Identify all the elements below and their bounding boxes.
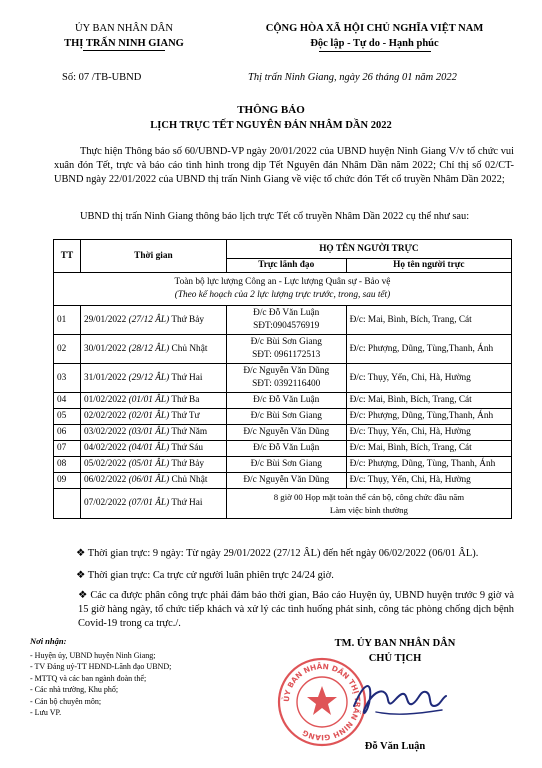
- lunar-text: (07/01 ÂL): [128, 498, 170, 509]
- weekday-text: Thứ Tư: [171, 411, 200, 422]
- lunar-text: (05/01 ÂL): [128, 459, 170, 470]
- table-row: [54, 425, 512, 441]
- time-cell: [80, 489, 226, 519]
- document-title: THÔNG BÁO: [237, 104, 305, 116]
- table-row-last: [54, 489, 512, 519]
- leader-cell: [226, 441, 346, 457]
- time-cell: [80, 306, 226, 335]
- tt-cell: 08: [54, 457, 81, 473]
- leader-cell: [226, 364, 346, 393]
- date-text: 03/02/2022: [83, 427, 127, 438]
- leader-phone: SĐT: 0961172513: [252, 350, 321, 360]
- leader-name: Đ/c Bùi Sơn Giang: [250, 337, 322, 347]
- motto: Độc lập - Tự do - Hạnh phúc: [310, 38, 439, 49]
- document-date: Thị trấn Ninh Giang, ngày 26 tháng 01 năm 2022: [248, 72, 457, 83]
- staff-cell: Đ/c: Mai, Bình, Bích, Trang, Cát: [346, 441, 511, 457]
- header-group: HỌ TÊN NGƯỜI TRỰC: [226, 240, 511, 259]
- leader-cell: [226, 473, 346, 489]
- recipient-item: - Lưu VP.: [30, 708, 62, 718]
- tt-cell: 03: [54, 364, 81, 393]
- last-row-line1: 8 giờ 00 Họp mặt toàn thể cán bộ, công chức đầu năm: [273, 491, 465, 502]
- tt-cell: 06: [54, 425, 81, 441]
- staff-cell: Đ/c: Thụy, Yến, Chi, Hà, Hường: [346, 473, 511, 489]
- leader-name: Đ/c Bùi Sơn Giang: [250, 411, 322, 421]
- leader-name: Đ/c Nguyễn Văn Dũng: [243, 366, 330, 376]
- recipient-item: - Các nhà trường, Khu phố;: [30, 685, 119, 695]
- signature-org: TM. ỦY BAN NHÂN DÂN: [334, 638, 456, 649]
- date-text: 05/02/2022: [83, 459, 127, 470]
- leader-name: Đ/c Nguyễn Văn Dũng: [243, 475, 330, 485]
- table-row: [54, 409, 512, 425]
- table-row: [54, 473, 512, 489]
- lunar-text: (03/01 ÂL): [128, 427, 170, 438]
- handwritten-signature-icon: [346, 676, 456, 724]
- leader-phone: SĐT: 0392116400: [252, 379, 321, 389]
- bullet-duration-text: Thời gian trực: 9 ngày: Từ ngày 29/01/2022 (27/12 ÂL) đến hết ngày 06/02/2022 (06/01 ÂL).: [87, 548, 479, 559]
- leader-cell: [226, 409, 346, 425]
- signature-role: CHỦ TỊCH: [368, 653, 422, 664]
- leader-name: Đ/c Đỗ Văn Luận: [253, 308, 320, 318]
- bullet-marker: ❖: [76, 548, 88, 559]
- date-text: 04/02/2022: [83, 443, 127, 454]
- bullet-requirements: [78, 589, 514, 631]
- leader-cell: [226, 393, 346, 409]
- staff-cell: Đ/c: Mai, Bình, Bích, Trang, Cát: [346, 306, 511, 335]
- leader-cell: [226, 425, 346, 441]
- lunar-text: (02/01 ÂL): [128, 411, 170, 422]
- staff-cell: Đ/c: Mai, Bình, Bích, Trang, Cát: [346, 393, 511, 409]
- national-name: CỘNG HÒA XÃ HỘI CHỦ NGHĨA VIỆT NAM: [265, 23, 484, 34]
- recipients-title: Nơi nhận:: [30, 636, 67, 646]
- weekday-text: Thứ Năm: [171, 427, 208, 438]
- table-row: [54, 364, 512, 393]
- note-cell: [226, 489, 511, 519]
- weekday-text: Thứ Bảy: [171, 459, 205, 470]
- seal-text: ỦY BAN NHÂN DÂN THỊ TRẤN NINH GIANG: [281, 661, 363, 743]
- date-text: 29/01/2022: [83, 314, 127, 325]
- motto-underline: [319, 51, 431, 52]
- tt-cell: 05: [54, 409, 81, 425]
- date-text: 31/01/2022: [83, 372, 127, 383]
- time-cell: [80, 335, 226, 364]
- time-cell: [80, 457, 226, 473]
- staff-cell: Đ/c: Phượng, Dũng, Tùng,Thanh, Ánh: [346, 409, 511, 425]
- weekday-text: Chủ Nhật: [171, 343, 208, 354]
- time-cell: [80, 393, 226, 409]
- signer-name: Đỗ Văn Luận: [364, 741, 426, 752]
- weekday-text: Thứ Hai: [171, 498, 203, 509]
- tt-cell: 01: [54, 306, 81, 335]
- schedule-table: [53, 239, 512, 519]
- table-row: [54, 335, 512, 364]
- last-row-line2: Làm việc bình thường: [329, 504, 408, 515]
- leader-cell: [226, 335, 346, 364]
- staff-cell: Đ/c: Thụy, Yến, Chi, Hà, Hường: [346, 425, 511, 441]
- date-text: 30/01/2022: [83, 343, 127, 354]
- date-text: 01/02/2022: [83, 395, 127, 406]
- national-motto-block: [232, 21, 517, 51]
- leader-name: Đ/c Bùi Sơn Giang: [250, 459, 322, 469]
- bullet-shift: [76, 569, 516, 583]
- header-leader: Trực lãnh đạo: [226, 259, 346, 273]
- recipient-item: - TV Đảng uỷ-TT HĐND-Lãnh đạo UBND;: [30, 662, 172, 672]
- time-cell: [80, 364, 226, 393]
- bullet-marker: ❖: [76, 570, 88, 581]
- staff-cell: Đ/c: Phượng, Dũng, Tùng,Thanh, Ánh: [346, 335, 511, 364]
- lunar-text: (01/01 ÂL): [128, 395, 170, 406]
- leader-phone: SĐT:0904576919: [253, 321, 320, 331]
- date-text: 02/02/2022: [83, 411, 127, 422]
- bullet-shift-text: Thời gian trực: Ca trực cử người luân phiên trực 24/24 giờ.: [87, 570, 334, 581]
- lunar-text: (04/01 ÂL): [128, 443, 170, 454]
- lunar-text: (28/12 ÂL): [128, 343, 170, 354]
- table-row: [54, 441, 512, 457]
- document-subtitle: LỊCH TRỰC TẾT NGUYÊN ĐÁN NHÂM DẦN 2022: [150, 120, 392, 131]
- lunar-text: (27/12 ÂL): [128, 314, 170, 325]
- document-number: Số: 07 /TB-UBND: [62, 72, 142, 83]
- table-row: [54, 306, 512, 335]
- weekday-text: Thứ Ba: [171, 395, 200, 406]
- time-cell: [80, 473, 226, 489]
- tt-cell: 07: [54, 441, 81, 457]
- bullet-requirements-text: Các ca được phân công trực phải đảm bảo thời gian, Báo cáo Huyện ủy, UBND huyện trước 9 giờ và 15 giờ hàng ngày, tổ chức tiếp khách và xử lý các tình huống phát sinh, công tác phòng chống dịch bệnh Covid-19 trong ca trực./.: [78, 590, 515, 629]
- staff-cell: Đ/c: Thụy, Yến, Chi, Hà, Hường: [346, 364, 511, 393]
- date-text: 07/02/2022: [83, 498, 127, 509]
- force-note-row: [54, 273, 512, 306]
- time-cell: [80, 441, 226, 457]
- weekday-text: Chủ Nhật: [171, 475, 208, 486]
- issuer-underline: [83, 50, 165, 51]
- tt-cell: 09: [54, 473, 81, 489]
- header-time: Thời gian: [80, 240, 226, 273]
- tt-cell: [54, 489, 81, 519]
- time-cell: [80, 409, 226, 425]
- lunar-text: (06/01 ÂL): [128, 475, 170, 486]
- table-row: [54, 457, 512, 473]
- leader-cell: [226, 306, 346, 335]
- recipient-item: - Cán bộ chuyên môn;: [30, 696, 102, 706]
- date-text: 06/02/2022: [83, 475, 127, 486]
- recipient-item: - Huyện ủy, UBND huyện Ninh Giang;: [30, 651, 156, 660]
- tt-cell: 02: [54, 335, 81, 364]
- header-staff: Họ tên người trực: [346, 259, 511, 273]
- leader-name: Đ/c Nguyễn Văn Dũng: [243, 427, 330, 437]
- time-cell: [80, 425, 226, 441]
- weekday-text: Thứ Hai: [171, 372, 203, 383]
- issuer-line1: ỦY BAN NHÂN DÂN: [75, 23, 173, 34]
- leader-cell: [226, 457, 346, 473]
- weekday-text: Thứ Sáu: [171, 443, 203, 454]
- weekday-text: Thứ Bảy: [171, 314, 205, 325]
- force-note-line2: (Theo kế hoạch của 2 lực lượng trực trước, trong, sau tết): [174, 290, 391, 300]
- staff-cell: Đ/c: Phượng, Dũng, Tùng, Thanh, Ánh: [346, 457, 511, 473]
- table-row: [54, 393, 512, 409]
- tt-cell: 04: [54, 393, 81, 409]
- bullet-marker: ❖: [78, 590, 91, 601]
- leader-name: Đ/c Đỗ Văn Luận: [253, 443, 320, 453]
- issuer-block: [30, 21, 218, 51]
- intro-paragraph: Thực hiện Thông báo số 60/UBND-VP ngày 20/01/2022 của UBND huyện Ninh Giang V/v tổ chức vui xuân đón Tết, trực và báo cáo tình hình trong dịp Tết Nguyên đán Nhâm Dần năm 2022; Chỉ thị số 02/CT-UBND ngày 22/01/2022 của UBND thị trấn Ninh Giang về việc tổ chức đón Tết cổ truyền Nhâm Dần 2022;: [54, 146, 514, 185]
- bullet-duration: [76, 547, 516, 561]
- issuer-line2: THỊ TRẤN NINH GIANG: [64, 38, 184, 49]
- recipient-item: - MTTQ và các ban ngành đoàn thể;: [30, 673, 147, 683]
- leader-name: Đ/c Đỗ Văn Luận: [253, 395, 320, 405]
- announcement-paragraph: UBND thị trấn Ninh Giang thông báo lịch trực Tết cổ truyền Nhâm Dần 2022 cụ thể như sau:: [80, 211, 470, 222]
- lunar-text: (29/12 ÂL): [128, 372, 170, 383]
- header-tt: TT: [54, 240, 81, 273]
- recipients-list: [30, 650, 171, 718]
- force-note-line1: Toàn bộ lực lượng Công an - Lực lượng Quân sự - Bảo vệ: [174, 277, 391, 287]
